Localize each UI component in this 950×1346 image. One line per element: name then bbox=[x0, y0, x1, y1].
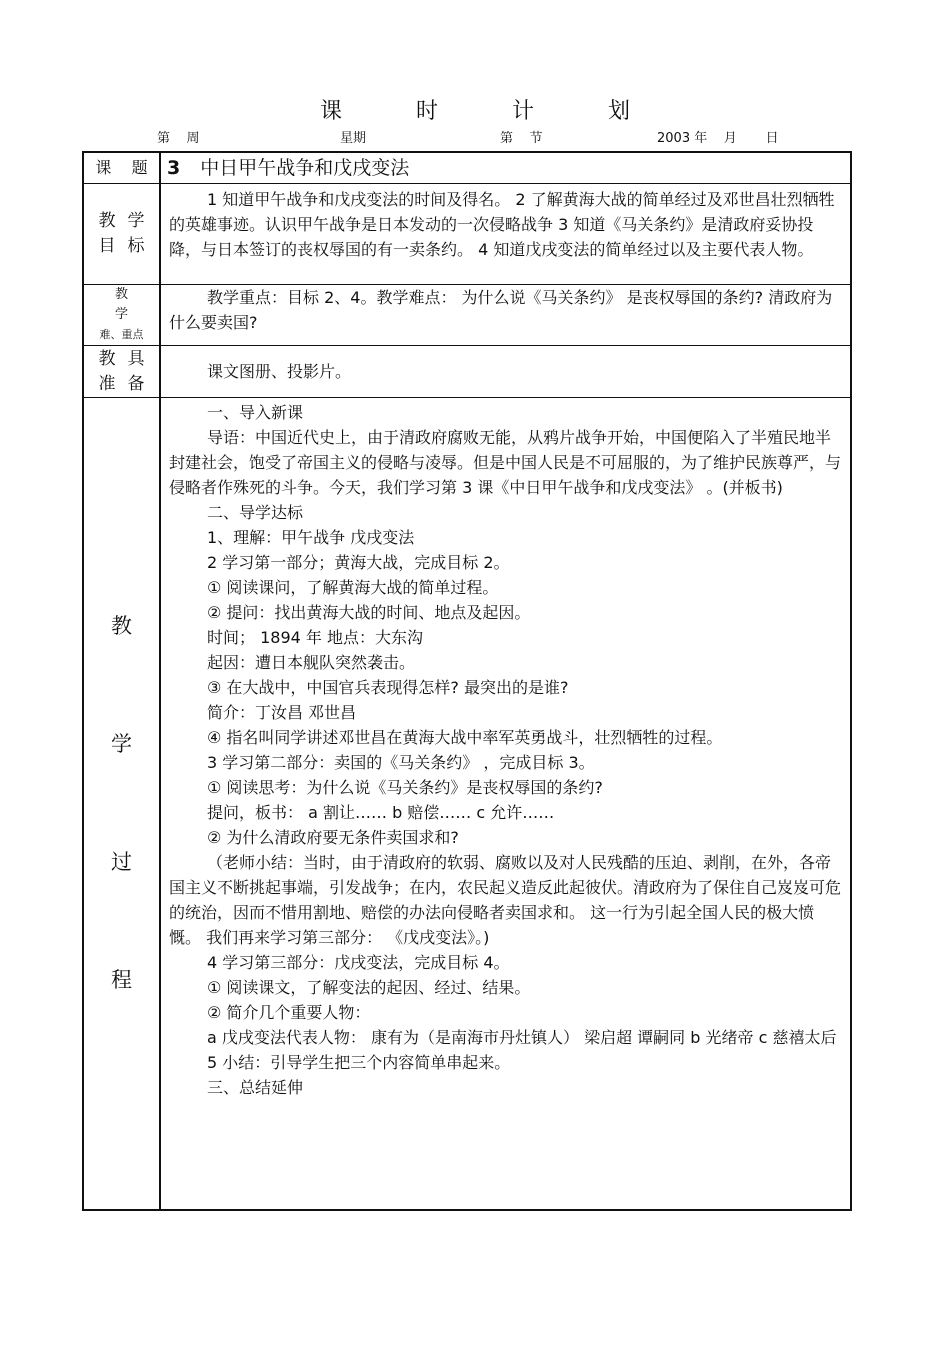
process-line: ③ 在大战中，中国官兵表现得怎样? 最突出的是谁? bbox=[207, 678, 569, 697]
lesson-plan-table bbox=[82, 151, 852, 1211]
process-line: 简介：丁汝昌 邓世昌 bbox=[207, 703, 357, 722]
process-lines bbox=[169, 400, 844, 1100]
process-line: 5 小结：引导学生把三个内容简单串起来。 bbox=[207, 1053, 511, 1072]
meta-date: 2003 年 月 日 bbox=[657, 131, 779, 146]
tools-content bbox=[160, 346, 851, 398]
title-char: 计 bbox=[511, 99, 534, 124]
process-line: 三、总结延伸 bbox=[207, 1078, 304, 1097]
meta-period: 第 节 bbox=[500, 131, 543, 146]
goals-text: 1 知道甲午战争和戊戌变法的时间及得名。 2 了解黄海大战的简单经过及邓世昌壮烈牺牲的英雄事迹。认识甲午战争是日本发动的一次侵略战争 3 知道《马关条约》是清政府妥协投降，与日本签订的丧权辱国的有一卖条约。 4 知道戊戌变法的简单经过以及主要代表人物。 bbox=[169, 190, 835, 259]
tools-label-line1: 教具 bbox=[98, 348, 157, 369]
process-line: 起因：遭日本舰队突然袭击。 bbox=[207, 653, 416, 672]
process-label-char: 程 bbox=[111, 968, 132, 993]
process-line: ① 阅读课问，了解黄海大战的简单过程。 bbox=[207, 578, 499, 597]
page-title bbox=[0, 94, 950, 126]
meta-weekday: 星期 bbox=[340, 131, 367, 146]
process-line: ① 阅读课文，了解变法的起因、经过、结果。 bbox=[207, 978, 531, 997]
process-label-char: 学 bbox=[111, 732, 132, 757]
title-char: 划 bbox=[607, 99, 630, 124]
process-line: 导语：中国近代史上，由于清政府腐败无能，从鸦片战争开始，中国便陷入了半殖民地半封建社会，饱受了帝国主义的侵略与凌辱。但是中国人民是不可屈服的，为了维护民族尊严，与侵略者作殊死的斗争。今天，我们学习第 3 课《中日甲午战争和戊戌变法》 。(并板书) bbox=[169, 428, 842, 497]
process-line: 时间； 1894 年 地点：大东沟 bbox=[207, 628, 423, 647]
process-line: a 戊戌变法代表人物： 康有为（是南海市丹灶镇人） 梁启超 谭嗣同 b 光绪帝 c 慈禧太后 bbox=[207, 1028, 837, 1047]
title-char: 课 bbox=[319, 99, 342, 124]
process-line: 1、理解：甲午战争 戊戌变法 bbox=[207, 528, 415, 547]
process-label-char: 过 bbox=[111, 850, 132, 875]
process-line: 4 学习第三部分：戊戌变法，完成目标 4。 bbox=[207, 953, 510, 972]
process-line: 3 学习第二部分：卖国的《马关条约》 ，完成目标 3。 bbox=[207, 753, 595, 772]
lesson-number: 3 bbox=[167, 157, 181, 179]
topic-cell bbox=[160, 152, 851, 184]
tools-label bbox=[83, 346, 160, 398]
keypoints-label-line1: 教学 bbox=[114, 287, 158, 322]
topic-label-text: 课 题 bbox=[95, 158, 148, 177]
tools-text: 课文图册、投影片。 bbox=[207, 362, 352, 381]
process-line: 2 学习第一部分；黄海大战，完成目标 2。 bbox=[207, 553, 510, 572]
goals-row bbox=[83, 184, 851, 285]
process-line: （老师小结：当时，由于清政府的软弱、腐败以及对人民残酷的压迫、剥削，在外，各帝国主义不断挑起事端，引发战争；在内，农民起义造反此起彼伏。清政府为了保住自己岌岌可危的统治，因而不惜用割地、赔偿的办法向侵略者卖国求和。 这一行为引起全国人民的极大愤慨。 我们再来学习第三部分： 《戊戌变法》。) bbox=[169, 853, 842, 947]
process-line: 二、导学达标 bbox=[207, 503, 304, 522]
process-label bbox=[83, 398, 160, 1210]
keypoints-label bbox=[83, 285, 160, 346]
title-char: 时 bbox=[415, 99, 438, 124]
tools-label-line2: 准备 bbox=[98, 373, 157, 394]
keypoints-content bbox=[160, 285, 851, 346]
goals-label-line1: 教学 bbox=[98, 211, 157, 231]
process-line: 一、导入新课 bbox=[207, 403, 304, 422]
keypoints-text: 教学重点：目标 2、4。教学难点： 为什么说《马关条约》 是丧权辱国的条约? 清政府为什么要卖国? bbox=[169, 288, 833, 332]
process-line: ② 为什么清政府要无条件卖国求和? bbox=[207, 828, 459, 847]
process-line: ② 简介几个重要人物： bbox=[207, 1003, 371, 1022]
topic-label bbox=[83, 152, 160, 184]
process-row bbox=[83, 398, 851, 1210]
lesson-title: 中日甲午战争和戊戌变法 bbox=[200, 157, 410, 179]
process-line: 提问，板书： a 割让…… b 赔偿…… c 允许…… bbox=[207, 803, 555, 822]
goals-content bbox=[160, 184, 851, 285]
meta-week: 第 周 bbox=[157, 131, 200, 146]
process-line: ① 阅读思考：为什么说《马关条约》是丧权辱国的条约? bbox=[207, 778, 603, 797]
process-content bbox=[160, 398, 851, 1210]
process-line: ② 提问：找出黄海大战的时间、地点及起因。 bbox=[207, 603, 531, 622]
process-line: ④ 指名叫同学讲述邓世昌在黄海大战中率军英勇战斗，壮烈牺牲的过程。 bbox=[207, 728, 723, 747]
tools-row bbox=[83, 346, 851, 398]
keypoints-label-line2: 难、重点 bbox=[99, 328, 144, 341]
topic-row bbox=[83, 152, 851, 184]
keypoints-row bbox=[83, 285, 851, 346]
goals-label-line2: 目标 bbox=[98, 236, 157, 256]
goals-label bbox=[83, 184, 160, 285]
process-label-char: 教 bbox=[111, 614, 132, 639]
